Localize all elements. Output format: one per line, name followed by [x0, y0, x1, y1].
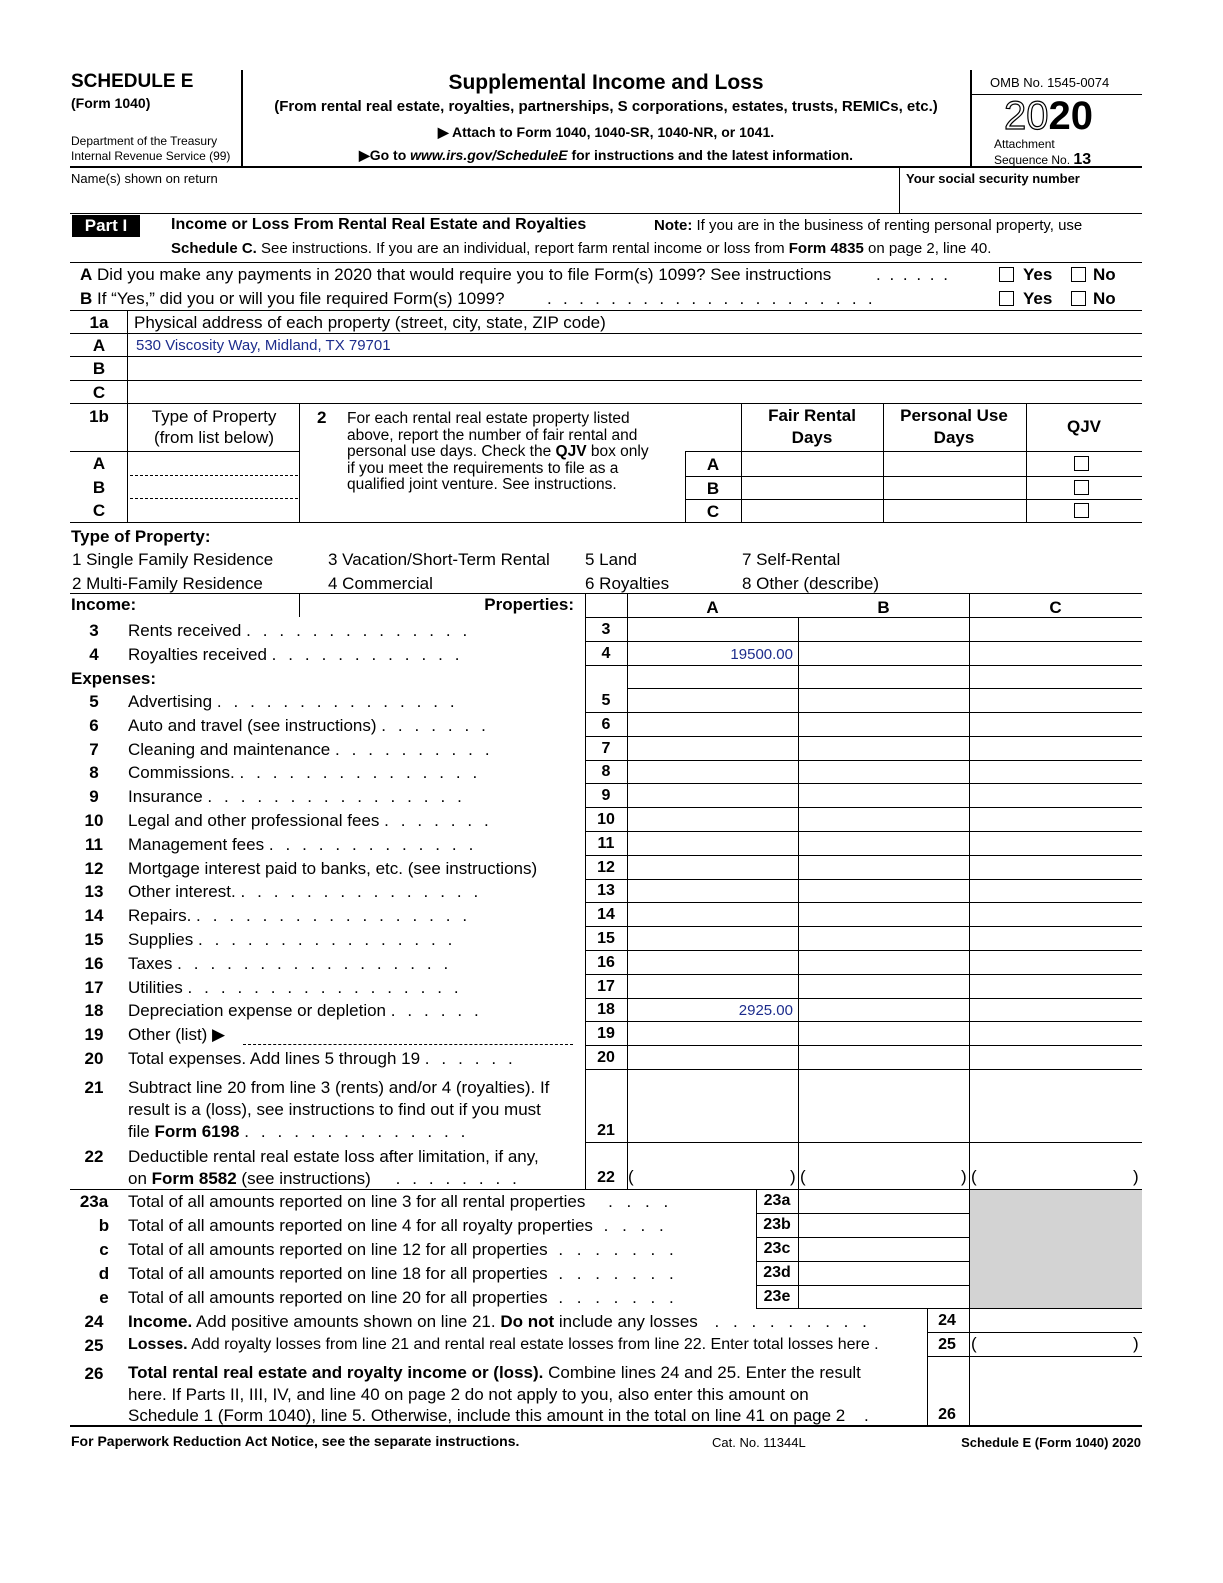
line-13-box: 13: [597, 882, 615, 899]
part-1-tag: Part I: [72, 215, 140, 237]
line-15-c-input[interactable]: [972, 928, 1139, 949]
personal-use-days-b-input[interactable]: [886, 478, 1022, 498]
ssn-label: Your social security number: [906, 171, 1080, 186]
line-2-instructions: For each rental real estate property listed above, report the number of fair rental and personal use days. Check the QJV box only if you meet the requirements to file as a qualified joint venture. See instructions.: [347, 410, 649, 493]
line-23e-label: Total of all amounts reported on line 20 for all properties . . . . . . .: [128, 1288, 679, 1307]
line-5-c-input[interactable]: [972, 690, 1139, 711]
line-6-label: Auto and travel (see instructions) . . . . . . .: [128, 716, 490, 735]
type-1: 1 Single Family Residence: [72, 550, 274, 569]
line-17-a-input[interactable]: [630, 976, 795, 997]
line-13-label: Other interest. . . . . . . . . . . . . . . .: [128, 882, 482, 901]
line-22-b-open-paren: (: [800, 1167, 806, 1186]
line-19-b-input[interactable]: [801, 1023, 966, 1044]
line-2-row-a: A: [706, 455, 720, 474]
type-of-property-heading: Type of Property:: [71, 527, 211, 546]
line-6-a-input[interactable]: [630, 714, 795, 735]
line-23c-input[interactable]: [801, 1239, 966, 1260]
type-5: 5 Land: [585, 550, 637, 569]
line-7-label: Cleaning and maintenance . . . . . . . . . .: [128, 740, 494, 759]
line-23b-label: Total of all amounts reported on line 4 for all royalty properties . . . .: [128, 1216, 669, 1235]
depreciation-a[interactable]: 2925.00: [738, 1002, 793, 1019]
line-13-b-input[interactable]: [801, 880, 966, 901]
line-15-box: 15: [597, 930, 615, 947]
line-23c-box: 23c: [763, 1240, 791, 1257]
line-19-box: 19: [597, 1025, 615, 1042]
line-15-number: 15: [84, 930, 104, 949]
line-22-a-open-paren: (: [628, 1167, 634, 1186]
part-1-note-line-2: Schedule C. See instructions. If you are an individual, report farm rental income or loss from Form 4835 on page 2, line 40.: [171, 240, 992, 257]
line-19-label: Other (list) ▶: [128, 1025, 226, 1044]
line-9-number: 9: [89, 787, 99, 806]
line-26-number: 26: [84, 1364, 104, 1383]
line-14-b-input[interactable]: [801, 904, 966, 925]
line-2-number: 2: [317, 408, 327, 427]
line-2-row-b: B: [706, 479, 720, 498]
question-b-yes-label: Yes: [1023, 289, 1053, 308]
line-1a-row-c: C: [92, 383, 106, 402]
line-15-a-input[interactable]: [630, 928, 795, 949]
line-13-a-input[interactable]: [630, 880, 795, 901]
line-7-box: 7: [601, 740, 611, 757]
qjv-b-checkbox[interactable]: [1074, 480, 1089, 495]
line-5-b-input[interactable]: [801, 690, 966, 711]
line-21-text-2: result is a (loss), see instructions to find out if you must: [128, 1100, 541, 1119]
line-23b-box: 23b: [763, 1216, 791, 1233]
line-17-c-input[interactable]: [972, 976, 1139, 997]
personal-use-days-header-2: Days: [933, 428, 975, 447]
attach-instruction: ▶ Attach to Form 1040, 1040-SR, 1040-NR, or 1041.: [437, 124, 775, 140]
line-12-c-input[interactable]: [972, 857, 1139, 878]
line-24-input[interactable]: [972, 1310, 1139, 1331]
omb-number: OMB No. 1545-0074: [990, 75, 1110, 90]
question-b-dots: . . . . . . . . . . . . . . . . . . . . .: [547, 289, 876, 308]
line-6-number: 6: [89, 716, 99, 735]
line-6-c-input[interactable]: [972, 714, 1139, 735]
personal-use-days-a-input[interactable]: [886, 454, 1022, 474]
line-22-a-input[interactable]: [636, 1165, 786, 1187]
line-22-c-close-paren: ): [1133, 1167, 1139, 1186]
line-23a-label: Total of all amounts reported on line 3 for all rental properties . . . .: [128, 1192, 673, 1211]
line-19-c-input[interactable]: [972, 1023, 1139, 1044]
line-23c-label: Total of all amounts reported on line 12 for all properties . . . . . . .: [128, 1240, 679, 1259]
line-5-number: 5: [89, 692, 99, 711]
paperwork-notice: For Paperwork Reduction Act Notice, see the separate instructions.: [71, 1433, 520, 1449]
expenses-heading: Expenses:: [71, 669, 157, 688]
line-13-number: 13: [84, 882, 104, 901]
line-22-box: 22: [597, 1169, 615, 1186]
line-21-b-input[interactable]: [801, 1074, 966, 1140]
line-10-b-input[interactable]: [801, 809, 966, 830]
line-24-label: Income. Add positive amounts shown on line 21. Do not include any losses . . . . . . . . .: [128, 1312, 872, 1331]
line-16-c-input[interactable]: [972, 952, 1139, 973]
line-23d-box: 23d: [763, 1264, 791, 1281]
properties-heading: Properties:: [484, 595, 574, 614]
line-12-label: Mortgage interest paid to banks, etc. (see instructions): [128, 859, 538, 878]
line-17-label: Utilities . . . . . . . . . . . . . . . . .: [128, 978, 463, 997]
type-of-property-c-input[interactable]: [130, 501, 298, 521]
line-25-label: Losses. Add royalty losses from line 21 and rental real estate losses from line 22. Enter total losses here .: [128, 1336, 879, 1353]
personal-use-days-c-input[interactable]: [886, 501, 1022, 521]
column-c-header: C: [1049, 598, 1062, 617]
line-23a-box: 23a: [763, 1192, 791, 1209]
line-12-b-input[interactable]: [801, 857, 966, 878]
part-1-note: Note: If you are in the business of renting personal property, use: [654, 217, 1083, 234]
line-19-number: 19: [84, 1025, 104, 1044]
question-a-no-checkbox[interactable]: [1071, 267, 1086, 282]
line-1b-number: 1b: [89, 407, 109, 426]
line-16-number: 16: [84, 954, 104, 973]
line-10-a-input[interactable]: [630, 809, 795, 830]
line-24-box: 24: [938, 1312, 956, 1329]
line-14-c-input[interactable]: [972, 904, 1139, 925]
type-of-property-b-input[interactable]: [130, 478, 298, 498]
line-20-label: Total expenses. Add lines 5 through 19 . . . . . .: [128, 1049, 517, 1068]
line-21-c-input[interactable]: [972, 1074, 1139, 1140]
line-7-a-input[interactable]: [630, 738, 795, 759]
type-of-property-a-input[interactable]: [130, 454, 298, 474]
line-5-a-input[interactable]: [630, 690, 795, 711]
type-of-property-label: Type of Property: [151, 407, 277, 426]
shaded-area: [970, 1190, 1142, 1308]
line-25-box: 25: [938, 1336, 956, 1353]
line-10-number: 10: [84, 811, 104, 830]
line-10-label: Legal and other professional fees . . . . . . .: [128, 811, 493, 830]
line-5-label: Advertising . . . . . . . . . . . . . . .: [128, 692, 459, 711]
line-14-label: Repairs. . . . . . . . . . . . . . . . . .: [128, 906, 471, 925]
type-3: 3 Vacation/Short-Term Rental: [328, 550, 550, 569]
schedule-name: SCHEDULE E: [71, 71, 194, 92]
line-18-b-input[interactable]: [801, 999, 966, 1020]
line-8-a-input[interactable]: [630, 761, 795, 782]
line-3-number: 3: [89, 621, 99, 640]
line-20-c-input[interactable]: [972, 1047, 1139, 1068]
type-6: 6 Royalties: [585, 574, 670, 593]
form-number: (Form 1040): [71, 95, 151, 111]
question-a-yes-label: Yes: [1023, 265, 1053, 284]
fair-rental-days-header-2: Days: [791, 428, 833, 447]
line-23a-number: 23a: [79, 1192, 109, 1211]
line-17-number: 17: [84, 978, 104, 997]
line-16-label: Taxes . . . . . . . . . . . . . . . . .: [128, 954, 452, 973]
line-21-number: 21: [84, 1078, 104, 1097]
qjv-c-checkbox[interactable]: [1074, 503, 1089, 518]
property-a-address[interactable]: 530 Viscosity Way, Midland, TX 79701: [136, 337, 391, 354]
line-2-row-c: C: [706, 502, 720, 521]
line-24-number: 24: [84, 1312, 104, 1331]
line-26-text-1: Total rental real estate and royalty income or (loss). Combine lines 24 and 25. Enter the result: [128, 1363, 861, 1382]
name-input[interactable]: [72, 188, 892, 212]
line-6-box: 6: [601, 716, 611, 733]
line-22-number: 22: [84, 1147, 104, 1166]
ssn-input[interactable]: [906, 188, 1136, 212]
line-13-c-input[interactable]: [972, 880, 1139, 901]
tax-year: 2020: [1004, 94, 1093, 138]
line-19-a-input[interactable]: [630, 1023, 795, 1044]
line-25-close-paren: ): [1133, 1334, 1139, 1353]
income-heading: Income:: [71, 595, 137, 614]
line-10-c-input[interactable]: [972, 809, 1139, 830]
sequence-number: Sequence No. 13: [994, 151, 1092, 168]
line-18-box: 18: [597, 1001, 615, 1018]
line-20-a-input[interactable]: [630, 1047, 795, 1068]
fair-rental-days-c-input[interactable]: [744, 501, 880, 521]
attachment-label: Attachment: [994, 137, 1055, 151]
form-subtitle: (From rental real estate, royalties, partnerships, S corporations, estates, trusts, REMICs, etc.): [274, 98, 938, 115]
line-21-box: 21: [597, 1122, 615, 1139]
line-11-a-input[interactable]: [630, 833, 795, 854]
line-16-a-input[interactable]: [630, 952, 795, 973]
line-26-input[interactable]: [972, 1360, 1139, 1424]
fair-rental-days-a-input[interactable]: [744, 454, 880, 474]
question-b: B If “Yes,” did you or will you file required Form(s) 1099?: [80, 289, 505, 308]
line-22-c-open-paren: (: [971, 1167, 977, 1186]
type-8: 8 Other (describe): [742, 574, 879, 593]
line-18-c-input[interactable]: [972, 999, 1139, 1020]
line-7-c-input[interactable]: [972, 738, 1139, 759]
line-9-c-input[interactable]: [972, 785, 1139, 806]
fair-rental-days-header: Fair Rental: [768, 406, 856, 425]
question-a-dots: . . . . . .: [876, 265, 950, 284]
line-9-a-input[interactable]: [630, 785, 795, 806]
line-1b-row-b: B: [92, 478, 106, 497]
line-9-label: Insurance . . . . . . . . . . . . . . . .: [128, 787, 466, 806]
line-1a-label: Physical address of each property (street, city, state, ZIP code): [134, 313, 606, 332]
line-23e-number: e: [99, 1288, 109, 1307]
line-23c-number: c: [99, 1240, 109, 1259]
line-12-number: 12: [84, 859, 104, 878]
line-6-b-input[interactable]: [801, 714, 966, 735]
line-11-c-input[interactable]: [972, 833, 1139, 854]
line-23d-number: d: [98, 1264, 110, 1283]
department-line-2: Internal Revenue Service (99): [71, 149, 231, 163]
line-23e-input[interactable]: [801, 1287, 966, 1308]
line-9-b-input[interactable]: [801, 785, 966, 806]
question-b-no-label: No: [1093, 289, 1116, 308]
line-8-number: 8: [89, 763, 99, 782]
line-8-c-input[interactable]: [972, 761, 1139, 782]
line-5-box: 5: [601, 692, 611, 709]
line-26-text-3: Schedule 1 (Form 1040), line 5. Otherwise, include this amount in the total on line 41 on page 2 .: [128, 1406, 869, 1425]
line-15-label: Supplies . . . . . . . . . . . . . . . .: [128, 930, 456, 949]
line-11-number: 11: [85, 835, 103, 854]
question-a: A Did you make any payments in 2020 that would require you to file Form(s) 1099? See instructions: [80, 265, 832, 284]
line-7-number: 7: [89, 740, 99, 759]
line-4-box: 4: [601, 645, 611, 662]
line-26-text-2: here. If Parts II, III, IV, and line 40 on page 2 do not apply to you, also enter this amount on: [128, 1385, 809, 1404]
type-2: 2 Multi-Family Residence: [72, 574, 263, 593]
line-15-b-input[interactable]: [801, 928, 966, 949]
line-1a-row-b: B: [92, 359, 106, 378]
type-7: 7 Self-Rental: [742, 550, 841, 569]
line-3-box: 3: [601, 621, 611, 638]
line-20-number: 20: [84, 1049, 104, 1068]
line-12-a-input[interactable]: [630, 857, 795, 878]
line-1b-row-a: A: [92, 454, 106, 473]
column-b-header: B: [877, 598, 890, 617]
line-7-b-input[interactable]: [801, 738, 966, 759]
line-18-label: Depreciation expense or depletion . . . . . .: [128, 1001, 483, 1020]
line-10-box: 10: [597, 811, 615, 828]
line-3-label: Rents received . . . . . . . . . . . . . .: [128, 621, 471, 640]
line-23b-number: b: [98, 1216, 110, 1235]
line-8-box: 8: [601, 763, 611, 780]
type-4: 4 Commercial: [328, 574, 433, 593]
line-11-b-input[interactable]: [801, 833, 966, 854]
line-22-a-close-paren: ): [790, 1167, 796, 1186]
line-17-box: 17: [597, 978, 615, 995]
form-footer-id: Schedule E (Form 1040) 2020: [961, 1435, 1141, 1450]
personal-use-days-header: Personal Use: [900, 406, 1008, 425]
part-1-title: Income or Loss From Rental Real Estate and Royalties: [171, 216, 587, 233]
line-8-b-input[interactable]: [801, 761, 966, 782]
line-16-box: 16: [597, 954, 615, 971]
question-b-no-checkbox[interactable]: [1071, 291, 1086, 306]
department-line-1: Department of the Treasury: [71, 134, 218, 148]
line-25-open-paren: (: [971, 1334, 977, 1353]
line-17-b-input[interactable]: [801, 976, 966, 997]
line-18-number: 18: [84, 1001, 104, 1020]
line-23d-input[interactable]: [801, 1263, 966, 1284]
line-9-box: 9: [601, 787, 611, 804]
line-25-input[interactable]: [980, 1334, 1130, 1355]
form-title: Supplemental Income and Loss: [448, 71, 764, 94]
line-20-b-input[interactable]: [801, 1047, 966, 1068]
goto-instruction: ▶Go to www.irs.gov/ScheduleE for instructions and the latest information.: [358, 147, 854, 163]
line-22-c-input[interactable]: [980, 1165, 1130, 1187]
column-a-header: A: [706, 598, 719, 617]
line-25-number: 25: [84, 1336, 104, 1355]
property-b-address[interactable]: [130, 358, 1140, 378]
line-22-text-2: on Form 8582 (see instructions) . . . . . . . .: [128, 1169, 521, 1188]
line-4-number: 4: [89, 645, 99, 664]
name-shown-label: Name(s) shown on return: [71, 171, 218, 186]
line-14-number: 14: [84, 906, 104, 925]
line-23e-box: 23e: [763, 1288, 791, 1305]
royalties-received-a[interactable]: 19500.00: [730, 646, 793, 663]
line-26-box: 26: [938, 1406, 956, 1423]
line-21-a-input[interactable]: [630, 1074, 795, 1140]
line-11-box: 11: [597, 835, 615, 852]
catalog-number: Cat. No. 11344L: [712, 1435, 806, 1450]
line-23b-input[interactable]: [801, 1215, 966, 1236]
line-22-text-1: Deductible rental real estate loss after limitation, if any,: [128, 1147, 539, 1166]
line-11-label: Management fees . . . . . . . . . . . . .: [128, 835, 477, 854]
qjv-a-checkbox[interactable]: [1074, 456, 1089, 471]
line-14-a-input[interactable]: [630, 904, 795, 925]
line-23a-input[interactable]: [801, 1191, 966, 1212]
line-16-b-input[interactable]: [801, 952, 966, 973]
line-4-label: Royalties received . . . . . . . . . . . .: [128, 645, 464, 664]
line-12-box: 12: [597, 859, 615, 876]
line-22-b-input[interactable]: [808, 1165, 958, 1187]
qjv-header: QJV: [1066, 417, 1102, 436]
property-c-address[interactable]: [130, 382, 1140, 402]
fair-rental-days-b-input[interactable]: [744, 478, 880, 498]
question-b-yes-checkbox[interactable]: [999, 291, 1014, 306]
question-a-no-label: No: [1093, 265, 1116, 284]
line-1b-row-c: C: [92, 501, 106, 520]
line-21-text-3: file Form 6198 . . . . . . . . . . . . . .: [128, 1122, 469, 1141]
line-21-text-1: Subtract line 20 from line 3 (rents) and/or 4 (royalties). If: [128, 1078, 550, 1097]
question-a-yes-checkbox[interactable]: [999, 267, 1014, 282]
line-20-box: 20: [597, 1049, 615, 1066]
type-of-property-sublabel: (from list below): [154, 428, 274, 447]
line-22-b-close-paren: ): [961, 1167, 967, 1186]
line-14-box: 14: [597, 906, 615, 923]
line-8-label: Commissions. . . . . . . . . . . . . . . .: [128, 763, 481, 782]
line-23d-label: Total of all amounts reported on line 18 for all properties . . . . . . .: [128, 1264, 679, 1283]
line-1a-row-a: A: [92, 336, 106, 355]
line-1a-number: 1a: [89, 313, 109, 332]
